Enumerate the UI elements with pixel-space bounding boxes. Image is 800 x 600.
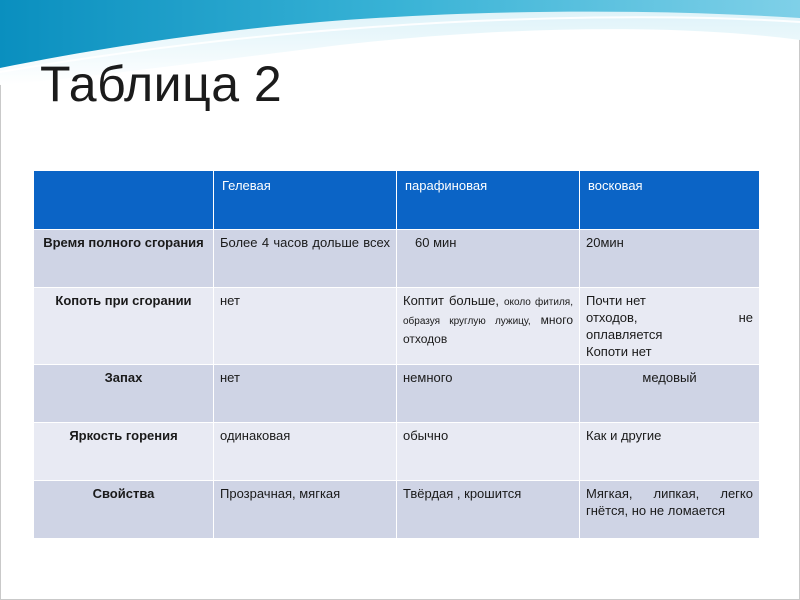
row-label-brightness: Яркость горения — [34, 423, 214, 481]
cell-wax: Как и другие — [580, 423, 760, 481]
row-label-properties: Свойства — [34, 481, 214, 539]
cell-paraffin-c: много отходов — [403, 313, 573, 346]
table-row — [34, 230, 760, 288]
cell-gel: Прозрачная, мягкая — [214, 481, 397, 539]
table-row — [34, 481, 760, 539]
header-empty — [34, 171, 214, 230]
page-title: Таблица 2 — [40, 56, 283, 112]
cell-paraffin — [397, 288, 580, 365]
cell-gel: одинаковая — [214, 423, 397, 481]
cell-paraffin-b: около фитиля, образуя круглую лужицу, — [403, 297, 573, 327]
header-wax: восковая — [580, 171, 760, 230]
row-label-burn-time: Время полного сгорания — [34, 230, 214, 288]
header-gel: Гелевая — [214, 171, 397, 230]
cell-paraffin: Твёрдая , крошится — [397, 481, 580, 539]
table-header-row — [34, 171, 760, 230]
cell-wax-line1c: не — [738, 310, 753, 325]
cell-paraffin: немного — [397, 365, 580, 423]
cell-wax-line1b: отходов, — [586, 310, 638, 325]
cell-gel: Более 4 часов дольше всех — [214, 230, 397, 288]
table-row — [34, 365, 760, 423]
row-label-soot: Копоть при сгорании — [34, 288, 214, 365]
cell-paraffin: обычно — [397, 423, 580, 481]
cell-wax: медовый — [580, 365, 760, 423]
cell-gel: нет — [214, 365, 397, 423]
cell-paraffin — [397, 230, 580, 288]
cell-gel: нет — [214, 288, 397, 365]
table-row — [34, 288, 760, 365]
table-row — [34, 423, 760, 481]
cell-wax — [580, 288, 760, 365]
cell-wax: 20мин — [580, 230, 760, 288]
cell-paraffin-text: 60 мин — [415, 235, 457, 250]
cell-wax-line1 — [586, 309, 753, 326]
header-paraffin: парафиновая — [397, 171, 580, 230]
comparison-table — [33, 170, 760, 539]
row-label-smell: Запах — [34, 365, 214, 423]
cell-wax-line1a: Почти нет — [586, 293, 646, 308]
cell-wax-line3: Копоти нет — [586, 344, 652, 359]
cell-wax-line2: оплавляется — [586, 327, 663, 342]
cell-paraffin-a: Коптит больше, — [403, 293, 499, 308]
cell-wax: Мягкая, липкая, легко гнётся, но не ломается — [580, 481, 760, 539]
